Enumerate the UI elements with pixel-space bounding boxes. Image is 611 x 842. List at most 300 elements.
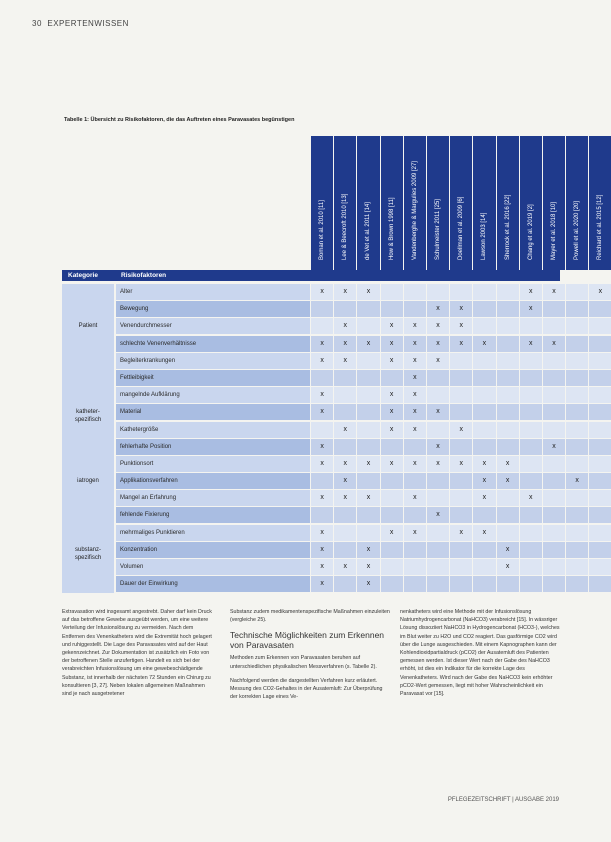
mark-cell xyxy=(449,284,472,300)
mark-cell xyxy=(542,353,565,369)
mark-cell xyxy=(565,318,588,334)
risk-factor-cell: Punktionsort xyxy=(116,456,310,472)
mark-cell xyxy=(496,336,519,352)
category-cell xyxy=(62,301,114,318)
table-row xyxy=(62,576,560,593)
category-cell xyxy=(62,439,114,456)
mark-cell xyxy=(333,507,356,523)
body-column-1: Extravasation wird insgesamt angestrebt. Daher darf kein Druck auf das betroffene Gewebe ausgeübt werden, um eine weitere Verteilung der Infusionslösung zu vermeiden. Nach dem Entfernen des Venenkatheters wird die Extremität hoch gelagert und ruhiggestellt. Die Lage des Paravasates wird auf der Haut gekennzeichnet. Zur Dokumentation ist zusätzlich ein Foto von der betroffenen Stelle anzufertigen. Handelt es sich bei der verabreichten Infusionslösung um eine gewebeschädigende Substanz, ist innerhalb der nächsten 72 Stunden ein Chirurg zu konsultieren [3, 27]. Neben lokalen allgemeinen Maßnahmen sind je nach ausgetretener xyxy=(62,609,212,698)
risk-factor-cell: mangelnde Aufklärung xyxy=(116,387,310,403)
mark-cell: x xyxy=(403,318,426,334)
table-row xyxy=(62,525,560,542)
mark-cell xyxy=(542,559,565,575)
mark-cell xyxy=(356,318,379,334)
mark-cell xyxy=(565,336,588,352)
mark-cell xyxy=(356,525,379,541)
category-cell xyxy=(62,370,114,387)
mark-cell: x xyxy=(333,353,356,369)
mark-cell: x xyxy=(426,507,449,523)
mark-cell xyxy=(565,525,588,541)
mark-cell xyxy=(588,507,611,523)
mark-cell: x xyxy=(519,336,542,352)
mark-cell: x xyxy=(310,284,333,300)
mark-cell xyxy=(472,318,495,334)
mark-cell xyxy=(519,370,542,386)
mark-cell xyxy=(565,507,588,523)
mark-cell xyxy=(310,370,333,386)
mark-cell: x xyxy=(472,473,495,489)
mark-cell xyxy=(565,490,588,506)
mark-cell xyxy=(588,422,611,438)
header-category: Kategorie xyxy=(68,272,98,279)
mark-cell xyxy=(519,576,542,592)
mark-cell xyxy=(588,353,611,369)
mark-cell xyxy=(426,542,449,558)
mark-cell xyxy=(519,318,542,334)
mark-cell xyxy=(356,507,379,523)
mark-cell xyxy=(380,301,403,317)
mark-cell xyxy=(403,301,426,317)
category-cell xyxy=(62,576,114,593)
mark-cell xyxy=(588,542,611,558)
mark-cell xyxy=(310,301,333,317)
table-row xyxy=(62,542,560,559)
risk-factor-cell: Bewegung xyxy=(116,301,310,317)
mark-cell: x xyxy=(496,456,519,472)
mark-cell xyxy=(380,576,403,592)
mark-cell xyxy=(519,387,542,403)
mark-cell xyxy=(380,490,403,506)
mark-cell xyxy=(449,473,472,489)
author-column-header xyxy=(333,136,356,270)
table-row xyxy=(62,559,560,576)
mark-cell: x xyxy=(496,542,519,558)
mark-cell: x xyxy=(333,490,356,506)
mark-cell xyxy=(565,456,588,472)
mark-cell xyxy=(472,576,495,592)
mark-cell xyxy=(565,404,588,420)
mark-cell xyxy=(565,301,588,317)
mark-cell: x xyxy=(333,318,356,334)
risk-factor-cell: Begleiterkrankungen xyxy=(116,353,310,369)
author-column-header xyxy=(310,136,333,270)
mark-cell xyxy=(519,439,542,455)
category-cell xyxy=(62,284,114,301)
mark-cell xyxy=(519,559,542,575)
mark-cell: x xyxy=(333,422,356,438)
body-paragraph: Substanz zudem medikamentenspezifische Maßnahmen einzuleiten (vergleiche 25). xyxy=(230,609,390,624)
mark-cell xyxy=(519,422,542,438)
category-cell xyxy=(62,490,114,507)
mark-cell xyxy=(588,439,611,455)
mark-cell: x xyxy=(310,387,333,403)
mark-cell xyxy=(356,387,379,403)
mark-cell xyxy=(310,473,333,489)
risk-factor-cell: Applikationsverfahren xyxy=(116,473,310,489)
mark-cell: x xyxy=(472,490,495,506)
mark-cell: x xyxy=(333,456,356,472)
mark-cell xyxy=(588,525,611,541)
mark-cell xyxy=(310,422,333,438)
mark-cell xyxy=(565,439,588,455)
table-row xyxy=(62,507,560,524)
mark-cell xyxy=(472,387,495,403)
page-number: 30 xyxy=(32,19,42,28)
mark-cell xyxy=(542,576,565,592)
mark-cell xyxy=(542,404,565,420)
author-label: Powell et al. 2020 [20] xyxy=(574,200,581,260)
author-column-header xyxy=(403,136,426,270)
risk-factor-cell: schlechte Venenverhältnisse xyxy=(116,336,310,352)
mark-cell xyxy=(472,439,495,455)
mark-cell xyxy=(403,542,426,558)
mark-cell xyxy=(403,439,426,455)
mark-cell xyxy=(496,422,519,438)
risk-factor-cell: Alter xyxy=(116,284,310,300)
table-row xyxy=(62,422,560,439)
mark-cell xyxy=(496,318,519,334)
mark-cell: x xyxy=(496,473,519,489)
risk-factor-cell: Mangel an Erfahrung xyxy=(116,490,310,506)
mark-cell: x xyxy=(356,490,379,506)
mark-cell xyxy=(472,542,495,558)
mark-cell xyxy=(403,507,426,523)
mark-cell xyxy=(496,439,519,455)
mark-cell xyxy=(496,353,519,369)
mark-cell xyxy=(310,318,333,334)
mark-cell: x xyxy=(310,404,333,420)
mark-cell xyxy=(472,559,495,575)
author-column-header xyxy=(496,136,519,270)
mark-cell xyxy=(380,473,403,489)
mark-cell: x xyxy=(403,456,426,472)
body-paragraph: Methoden zum Erkennen von Paravasaten beruhen auf unterschiedlichen physikalischen Messverfahren (s. Tabelle 2). xyxy=(230,655,377,670)
table-body xyxy=(62,284,603,593)
mark-cell xyxy=(542,456,565,472)
mark-cell xyxy=(542,525,565,541)
table-row xyxy=(62,387,560,404)
mark-cell: x xyxy=(426,353,449,369)
mark-cell xyxy=(588,559,611,575)
mark-cell xyxy=(542,542,565,558)
mark-cell xyxy=(472,422,495,438)
mark-cell xyxy=(333,370,356,386)
mark-cell: x xyxy=(403,336,426,352)
category-cell xyxy=(62,353,114,370)
section-title: EXPERTENWISSEN xyxy=(47,19,129,28)
mark-cell: x xyxy=(403,490,426,506)
mark-cell: x xyxy=(333,473,356,489)
mark-cell xyxy=(588,456,611,472)
mark-cell xyxy=(333,542,356,558)
mark-cell: x xyxy=(472,336,495,352)
author-label: Schulmeister 2011 [25] xyxy=(435,199,442,260)
mark-cell xyxy=(333,439,356,455)
risk-factor-cell: Fettleibigkeit xyxy=(116,370,310,386)
mark-cell xyxy=(380,284,403,300)
mark-cell: x xyxy=(519,284,542,300)
mark-cell xyxy=(333,576,356,592)
mark-cell xyxy=(519,507,542,523)
mark-cell: x xyxy=(403,387,426,403)
mark-cell: x xyxy=(472,456,495,472)
mark-cell: x xyxy=(356,284,379,300)
mark-cell: x xyxy=(449,301,472,317)
author-label: de Vet et al. 2011 [14] xyxy=(365,202,372,260)
mark-cell xyxy=(472,301,495,317)
author-label: Lee & Beecroft 2010 [13] xyxy=(342,193,349,260)
mark-cell xyxy=(426,284,449,300)
mark-cell xyxy=(588,387,611,403)
author-label: Lawson 2003 [14] xyxy=(481,212,488,260)
mark-cell: x xyxy=(310,559,333,575)
mark-cell xyxy=(588,576,611,592)
mark-cell: x xyxy=(310,542,333,558)
mark-cell xyxy=(519,404,542,420)
mark-cell xyxy=(588,404,611,420)
mark-cell xyxy=(542,370,565,386)
mark-cell xyxy=(496,576,519,592)
mark-cell: x xyxy=(310,490,333,506)
mark-cell xyxy=(588,370,611,386)
mark-cell xyxy=(449,370,472,386)
author-column-header xyxy=(426,136,449,270)
mark-cell: x xyxy=(380,404,403,420)
mark-cell: x xyxy=(565,473,588,489)
mark-cell xyxy=(449,542,472,558)
mark-cell xyxy=(472,284,495,300)
mark-cell xyxy=(588,336,611,352)
mark-cell xyxy=(449,404,472,420)
mark-cell xyxy=(403,576,426,592)
mark-cell xyxy=(565,353,588,369)
mark-cell: x xyxy=(449,525,472,541)
mark-cell: x xyxy=(380,336,403,352)
mark-cell: x xyxy=(449,318,472,334)
mark-cell xyxy=(356,353,379,369)
mark-cell: x xyxy=(380,525,403,541)
mark-cell xyxy=(472,404,495,420)
mark-cell: x xyxy=(496,559,519,575)
mark-cell xyxy=(496,284,519,300)
header-risk-factors: Risikofaktoren xyxy=(121,272,167,279)
author-label: Sherrock et al. 2016 [22] xyxy=(504,194,511,260)
mark-cell xyxy=(542,473,565,489)
page-footer: PFLEGEZEITSCHRIFT | AUSGABE 2019 xyxy=(447,797,559,803)
risk-factor-cell: Konzentration xyxy=(116,542,310,558)
mark-cell xyxy=(565,387,588,403)
mark-cell xyxy=(565,284,588,300)
mark-cell xyxy=(449,439,472,455)
mark-cell: x xyxy=(449,422,472,438)
mark-cell xyxy=(449,353,472,369)
mark-cell: x xyxy=(519,301,542,317)
author-label: Vandenberghe & Margulies 2009 [27] xyxy=(411,161,418,260)
mark-cell: x xyxy=(426,318,449,334)
mark-cell xyxy=(449,507,472,523)
mark-cell xyxy=(380,439,403,455)
author-header-row xyxy=(310,136,611,270)
mark-cell xyxy=(542,387,565,403)
risk-factor-cell: Volumen xyxy=(116,559,310,575)
risk-factor-cell: Kathetergröße xyxy=(116,422,310,438)
mark-cell: x xyxy=(380,387,403,403)
table-row xyxy=(62,336,560,353)
mark-cell xyxy=(426,559,449,575)
mark-cell: x xyxy=(426,404,449,420)
mark-cell: x xyxy=(472,525,495,541)
category-label: katheter- spezifisch xyxy=(74,409,102,424)
mark-cell xyxy=(496,525,519,541)
mark-cell xyxy=(472,507,495,523)
mark-cell: x xyxy=(426,301,449,317)
risk-factor-cell: fehlende Fixierung xyxy=(116,507,310,523)
body-column-3: nenkatheters wird eine Methode mit der Infusionslösung Natriumhydrogencarbonat (NaHCO3) verabreicht [15]. In wässriger Lösung dissoziiert NaHCO3 in Hydrogencarbonat (HCO3-), welches im Blut weiter zu H2O und CO2 reagiert. Das gasförmige CO2 wird über die Lunge ausgeschieden. Mit einem Kapnographen kann der Kohlendioxidpartialdruck (pCO2) der Ausatemluft des Patienten gemessen werden. Ist dieser Wert nach der Gabe des NaHCO3 erhöht, ist dies ein Indikator für die korrekte Lage des Venenkatheters. Wird nach der Gabe des NaHCO3 kein erhöhter pCO2-Wert gemessen, liegt mit hoher Wahrscheinlichkeit ein Paravasat vor [15]. xyxy=(400,609,560,698)
category-label: iatrogen xyxy=(77,478,99,485)
risk-factor-cell: Venendurchmesser xyxy=(116,318,310,334)
table-row xyxy=(62,439,560,456)
mark-cell: x xyxy=(588,284,611,300)
mark-cell xyxy=(333,301,356,317)
body-column-2 xyxy=(230,608,390,701)
mark-cell xyxy=(403,559,426,575)
mark-cell: x xyxy=(333,284,356,300)
category-cell xyxy=(62,456,114,473)
mark-cell xyxy=(496,301,519,317)
mark-cell: x xyxy=(356,336,379,352)
mark-cell xyxy=(403,284,426,300)
mark-cell xyxy=(356,473,379,489)
mark-cell xyxy=(426,387,449,403)
mark-cell: x xyxy=(356,559,379,575)
category-label: substanz- spezifisch xyxy=(74,547,102,561)
mark-cell: x xyxy=(310,456,333,472)
mark-cell: x xyxy=(310,353,333,369)
table-row xyxy=(62,301,560,318)
table-row xyxy=(62,490,560,507)
mark-cell xyxy=(380,542,403,558)
mark-cell xyxy=(356,370,379,386)
mark-cell xyxy=(356,301,379,317)
mark-cell xyxy=(403,473,426,489)
table-row xyxy=(62,318,560,335)
author-column-header xyxy=(380,136,403,270)
mark-cell: x xyxy=(403,353,426,369)
mark-cell xyxy=(565,542,588,558)
mark-cell xyxy=(588,301,611,317)
section-heading: Technische Möglichkeiten zum Erkennen von Paravasaten xyxy=(230,630,385,651)
author-label: Boman et al. 2010 [11] xyxy=(319,200,326,260)
category-cell xyxy=(62,336,114,353)
table-row xyxy=(62,370,560,387)
mark-cell xyxy=(310,507,333,523)
table-row xyxy=(62,404,560,421)
mark-cell: x xyxy=(542,336,565,352)
mark-cell: x xyxy=(426,439,449,455)
mark-cell xyxy=(565,559,588,575)
author-label: Reichard et al. 2015 [12] xyxy=(597,194,604,260)
mark-cell xyxy=(496,404,519,420)
mark-cell xyxy=(496,370,519,386)
author-label: How & Brown 1998 [11] xyxy=(388,197,395,260)
author-column-header xyxy=(588,136,611,270)
mark-cell: x xyxy=(356,456,379,472)
author-column-header xyxy=(356,136,379,270)
mark-cell xyxy=(542,490,565,506)
mark-cell: x xyxy=(310,525,333,541)
mark-cell xyxy=(519,353,542,369)
mark-cell xyxy=(426,422,449,438)
author-label: Chang et al. 2019 [2] xyxy=(527,204,534,260)
mark-cell xyxy=(565,370,588,386)
mark-cell xyxy=(426,525,449,541)
mark-cell xyxy=(519,473,542,489)
body-paragraph: Nachfolgend werden die dargestellten Verfahren kurz erläutert. Messung des CO2-Gehaltes in der Ausatemluft: Zur Überprüfung der korrekten Lage eines Ve- xyxy=(230,677,383,701)
mark-cell: x xyxy=(519,490,542,506)
mark-cell xyxy=(496,490,519,506)
mark-cell: x xyxy=(380,318,403,334)
mark-cell xyxy=(542,318,565,334)
table-header-row xyxy=(62,270,560,281)
mark-cell xyxy=(542,507,565,523)
mark-cell xyxy=(449,559,472,575)
mark-cell: x xyxy=(310,336,333,352)
author-column-header xyxy=(449,136,472,270)
page-header xyxy=(32,19,129,28)
mark-cell xyxy=(565,422,588,438)
author-label: Mayer et al. 2018 [10] xyxy=(550,201,557,260)
mark-cell: x xyxy=(380,422,403,438)
mark-cell xyxy=(542,422,565,438)
mark-cell: x xyxy=(380,456,403,472)
author-column-header xyxy=(519,136,542,270)
mark-cell xyxy=(449,490,472,506)
category-cell xyxy=(62,525,114,542)
mark-cell: x xyxy=(542,439,565,455)
mark-cell xyxy=(426,490,449,506)
mark-cell xyxy=(588,473,611,489)
mark-cell xyxy=(588,318,611,334)
category-label: Patient xyxy=(78,323,98,330)
mark-cell: x xyxy=(333,559,356,575)
table-caption: Tabelle 1: Übersicht zu Risikofaktoren, die das Auftreten eines Paravasates begünstigen xyxy=(64,117,295,123)
mark-cell xyxy=(565,576,588,592)
risk-factor-cell: fehlerhafte Position xyxy=(116,439,310,455)
mark-cell xyxy=(333,387,356,403)
risk-factor-cell: Material xyxy=(116,404,310,420)
table-row xyxy=(62,473,579,490)
mark-cell xyxy=(542,301,565,317)
mark-cell xyxy=(426,370,449,386)
mark-cell xyxy=(519,525,542,541)
mark-cell xyxy=(426,576,449,592)
mark-cell: x xyxy=(426,336,449,352)
mark-cell xyxy=(356,404,379,420)
mark-cell: x xyxy=(380,353,403,369)
mark-cell xyxy=(449,387,472,403)
mark-cell: x xyxy=(310,439,333,455)
mark-cell: x xyxy=(333,336,356,352)
mark-cell: x xyxy=(310,576,333,592)
mark-cell xyxy=(519,456,542,472)
mark-cell: x xyxy=(403,422,426,438)
mark-cell xyxy=(496,507,519,523)
author-label: Doellman et al. 2009 [6] xyxy=(458,196,465,260)
mark-cell: x xyxy=(356,542,379,558)
mark-cell: x xyxy=(403,370,426,386)
mark-cell: x xyxy=(542,284,565,300)
table-row xyxy=(62,353,560,370)
